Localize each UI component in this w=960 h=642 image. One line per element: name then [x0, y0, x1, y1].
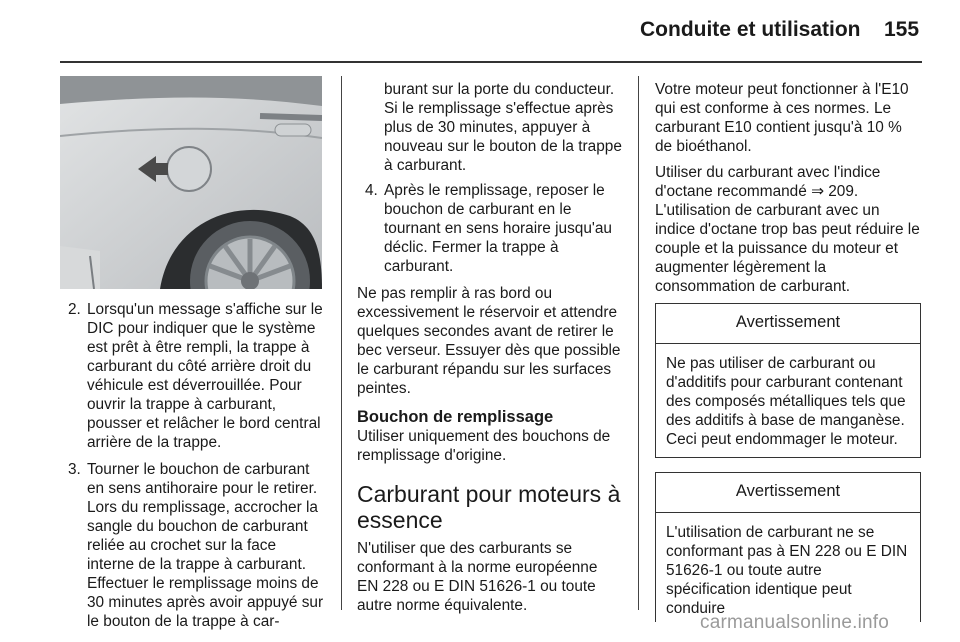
- warning-title: Avertissement: [656, 473, 920, 513]
- step-3: [60, 460, 326, 631]
- door-handle: [275, 124, 311, 136]
- warning-box-2: [655, 472, 921, 622]
- column-divider-2: [638, 76, 639, 610]
- step-text: Lorsqu'un message s'affiche sur le DIC pour indiquer que le système est prêt à être rempli, la trappe à carburant du côté arrière droit du véhicule est déverrouillée. Pour ouvrir la trappe à carburant, pousser et relâcher le bord central arrière de la trappe.: [87, 301, 323, 451]
- step-text: Tourner le bouchon de carburant en sens antihoraire pour le retirer. Lors du remplissage, accrocher la sangle du bouchon de carburant reliée au crochet sur la face interne de la trappe à carburant. Effectuer le remplissage moins de 30 minutes après avoir appuyé sur le bouton de la trappe à car-: [87, 461, 324, 630]
- paragraph-petrol-norm: N'utiliser que des carburants se conformant à la norme européenne EN 228 ou E DIN 51626-1 ou toute autre norme équivalente.: [357, 540, 598, 614]
- column-2: [357, 80, 623, 622]
- heading-petrol-fuel: Carburant pour moteurs à essence: [357, 481, 621, 533]
- paragraph-octane: Utiliser du carburant avec l'indice d'octane recommandé ⇒ 209. L'utilisation de carburant avec un indice d'octane trop bas peut réduire le couple et la puissance du moteur et augmenter légèrement la consommation de carburant.: [655, 164, 920, 295]
- step-number: 2.: [68, 301, 81, 318]
- step-4: [357, 181, 623, 276]
- paragraph-e10: Votre moteur peut fonctionner à l'E10 qui est conforme à ces normes. Le carburant E10 contient jusqu'à 10 % de bioéthanol.: [655, 81, 909, 155]
- warning-text: Ne pas utiliser de carburant ou d'additifs pour carburant contenant des composés métalliques tels que des additifs à base de manganèse. Ceci peut endommager le moteur.: [666, 355, 906, 448]
- step-text: burant sur la porte du conducteur. Si le remplissage s'effectue après plus de 30 minutes, appuyer à nouveau sur le bouton de la trappe à carburant.: [384, 81, 622, 174]
- paragraph-overfill: Ne pas remplir à ras bord ou excessivement le réservoir et attendre quelques secondes avant de retirer le bec verseur. Essuyer dès que possible le carburant répandu sur les surfaces peintes.: [357, 285, 621, 397]
- column-3: [655, 80, 921, 622]
- warning-title: Avertissement: [656, 304, 920, 344]
- step-text: Après le remplissage, reposer le bouchon de carburant en le tournant en sens horaire jusqu'au déclic. Fermer la trappe à carburant.: [384, 182, 612, 275]
- car-fuel-door-illustration: [60, 76, 322, 289]
- paragraph-fuel-cap: Utiliser uniquement des bouchons de remplissage d'origine.: [357, 428, 611, 464]
- header-rule: [60, 61, 922, 63]
- heading-fuel-cap: Bouchon de remplissage: [357, 408, 554, 426]
- column-divider-1: [341, 76, 342, 610]
- step-3-continued: [357, 80, 623, 175]
- step-2: [60, 300, 326, 452]
- fuel-door-photo: [60, 76, 322, 289]
- site-watermark: carmanualsonline.info: [700, 612, 890, 633]
- step-number: 4.: [365, 182, 378, 199]
- page-number: 155: [884, 18, 920, 41]
- column-1: [60, 300, 326, 639]
- warning-text: L'utilisation de carburant ne se conformant pas à EN 228 ou E DIN 51626-1 ou toute autre spécification identique peut conduire: [666, 524, 908, 617]
- fuel-door: [167, 147, 211, 191]
- warning-box-1: [655, 303, 921, 458]
- section-title: Conduite et utilisation: [640, 18, 861, 41]
- step-number: 3.: [68, 461, 81, 478]
